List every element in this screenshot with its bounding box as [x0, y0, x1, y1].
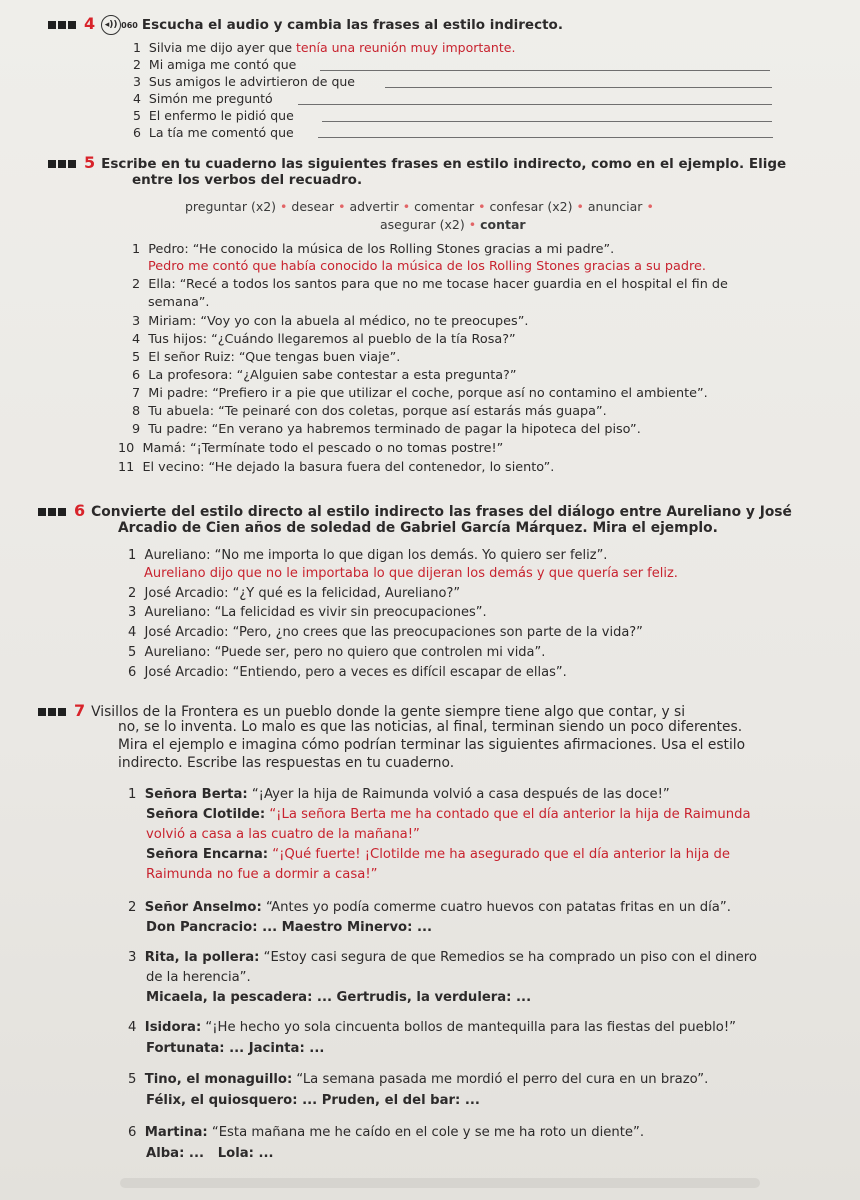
ex7-item-4: 4 Isidora: “¡He hecho yo sola cincuenta bollos de mantequilla para las fiestas del pueblo!”: [128, 1020, 736, 1035]
ex6-item-1: 1 Aureliano: “No me importa lo que digan los demás. Yo quiero ser feliz”.: [128, 548, 608, 563]
ex5-item-8: 8 Tu abuela: “Te peinaré con dos coletas, porque así estarás más guapa”.: [132, 404, 607, 419]
exercise-number: 4: [84, 14, 96, 33]
ex5-item-5: 5 El señor Ruiz: “Que tengas buen viaje”.: [132, 350, 401, 365]
difficulty-bars-icon: [48, 17, 78, 34]
exercise-6-heading: [38, 502, 792, 521]
difficulty-bars-icon: [38, 704, 68, 721]
exercise-number: 6: [74, 501, 86, 520]
example-answer: Pedro me contó que había conocido la música de los Rolling Stones gracias a su padre.: [148, 259, 706, 274]
ex5-item-4: 4 Tus hijos: “¿Cuándo llegaremos al pueblo de la tía Rosa?”: [132, 332, 516, 347]
difficulty-bars-icon: [38, 504, 68, 521]
ex4-item-5: 5 El enfermo le pidió que: [133, 108, 294, 123]
exercise-instruction: Escucha el audio y cambia las frases al estilo indirecto.: [141, 17, 563, 33]
ex4-item-1: 1 Silvia me dijo ayer que tenía una reunión muy importante.: [133, 40, 516, 55]
ex6-item-4: 4 José Arcadio: “Pero, ¿no crees que las preocupaciones son parte de la vida?”: [128, 625, 643, 640]
exercise-instruction: Escribe en tu cuaderno las siguientes frases en estilo indirecto, como en el ejemplo. Elige: [101, 156, 787, 172]
ex5-item-7: 7 Mi padre: “Prefiero ir a pie que utilizar el coche, porque así no contamino el ambiente”.: [132, 386, 708, 401]
ex5-item-1: 1 Pedro: “He conocido la música de los Rolling Stones gracias a mi padre”.: [132, 242, 615, 257]
ex6-item-2: 2 José Arcadio: “¿Y qué es la felicidad, Aureliano?”: [128, 586, 461, 601]
answer-line: [298, 104, 772, 105]
ex5-item-2-cont: semana”.: [148, 295, 210, 310]
audio-track-number: 060: [121, 20, 138, 30]
answer-line: [318, 137, 773, 138]
exercise-7-instruction-4: indirecto. Escribe las respuestas en tu cuaderno.: [118, 755, 455, 771]
exercise-7-instruction-3: Mira el ejemplo e imagina cómo podrían terminar las siguientes afirmaciones. Usa el estilo: [118, 737, 746, 753]
verb-box-row-1: preguntar (x2) • desear • advertir • comentar • confesar (x2) • anunciar •: [185, 199, 654, 214]
ex7-example-encarna: Señora Encarna: “¡Qué fuerte! ¡Clotilde me ha asegurado que el día anterior la hija de: [146, 847, 731, 862]
ex6-item-5: 5 Aureliano: “Puede ser, pero no quiero que controlen mi vida”.: [128, 645, 546, 660]
verb-box-row-2: asegurar (x2) • contar: [380, 217, 526, 232]
exercise-5-heading-cont: entre los verbos del recuadro.: [132, 172, 363, 188]
ex5-item-2: 2 Ella: “Recé a todos los santos para que no me tocase hacer guardia en el hospital el fin de: [132, 277, 728, 292]
ex7-item-3: 3 Rita, la pollera: “Estoy casi segura de que Remedios se ha comprado un piso con el dinero: [128, 950, 757, 965]
exercise-7-instruction-2: no, se lo inventa. Lo malo es que las noticias, al final, terminan siendo un poco diferentes.: [118, 719, 743, 735]
ex5-item-3: 3 Miriam: “Voy yo con la abuela al médico, no te preocupes”.: [132, 314, 529, 329]
ex7-item-5: 5 Tino, el monaguillo: “La semana pasada me mordió el perro del cura en un brazo”.: [128, 1072, 709, 1087]
example-answer: Aureliano dijo que no le importaba lo que dijeran los demás y que quería ser feliz.: [144, 566, 678, 581]
exercise-number: 7: [74, 701, 86, 720]
ex7-item-6-answers: Alba: ... Lola: ...: [146, 1146, 274, 1161]
answer-line: [385, 87, 772, 88]
ex7-item-4-answers: Fortunata: ... Jacinta: ...: [146, 1041, 325, 1056]
ex7-item-2-answers: Don Pancracio: ... Maestro Minervo: ...: [146, 920, 432, 935]
ex7-item-2: 2 Señor Anselmo: “Antes yo podía comerme cuatro huevos con patatas fritas en un día”.: [128, 900, 731, 915]
example-answer: tenía una reunión muy importante.: [296, 40, 516, 55]
ex6-item-3: 3 Aureliano: “La felicidad es vivir sin preocupaciones”.: [128, 605, 487, 620]
ex5-item-6: 6 La profesora: “¿Alguien sabe contestar a esta pregunta?”: [132, 368, 517, 383]
ex7-item-3-cont: de la herencia”.: [146, 970, 251, 985]
ex4-item-6: 6 La tía me comentó que: [133, 125, 294, 140]
page-edge-shadow: [120, 1178, 760, 1188]
audio-icon[interactable]: ◂)): [101, 15, 121, 35]
ex4-item-3: 3 Sus amigos le advirtieron de que: [133, 74, 355, 89]
ex5-item-9: 9 Tu padre: “En verano ya habremos terminado de pagar la hipoteca del piso”.: [132, 422, 641, 437]
exercise-4-heading: [48, 15, 563, 35]
exercise-6-heading-cont: Arcadio de Cien años de soledad de Gabriel García Márquez. Mira el ejemplo.: [118, 520, 718, 536]
ex5-item-10: 10 Mamá: “¡Termínate todo el pescado o no tomas postre!”: [118, 441, 504, 456]
difficulty-bars-icon: [48, 156, 78, 173]
ex7-item-6: 6 Martina: “Esta mañana me he caído en el cole y se me ha roto un diente”.: [128, 1125, 645, 1140]
ex6-item-6: 6 José Arcadio: “Entiendo, pero a veces es difícil escapar de ellas”.: [128, 665, 567, 680]
exercise-instruction: Convierte del estilo directo al estilo indirecto las frases del diálogo entre Aureliano y José: [91, 504, 792, 520]
ex7-example-clotilde: Señora Clotilde: “¡La señora Berta me ha contado que el día anterior la hija de Raimunda: [146, 807, 751, 822]
exercise-instruction: Visillos de la Frontera es un pueblo donde la gente siempre tiene algo que contar, y si: [91, 704, 686, 720]
ex5-item-11: 11 El vecino: “He dejado la basura fuera del contenedor, lo siento”.: [118, 460, 555, 475]
answer-line: [320, 70, 770, 71]
ex7-example-clotilde-cont: volvió a casa a las cuatro de la mañana!”: [146, 827, 420, 842]
ex7-example-encarna-cont: Raimunda no fue a dormir a casa!”: [146, 867, 378, 882]
exercise-number: 5: [84, 153, 96, 172]
ex7-item-5-answers: Félix, el quiosquero: ... Pruden, el del bar: ...: [146, 1093, 480, 1108]
ex7-example-berta: 1 Señora Berta: “¡Ayer la hija de Raimunda volvió a casa después de las doce!”: [128, 787, 670, 802]
exercise-5-heading: [48, 154, 786, 173]
ex4-item-4: 4 Simón me preguntó: [133, 91, 273, 106]
ex7-item-3-answers: Micaela, la pescadera: ... Gertrudis, la verdulera: ...: [146, 990, 532, 1005]
ex4-item-2: 2 Mi amiga me contó que: [133, 57, 297, 72]
answer-line: [322, 121, 772, 122]
